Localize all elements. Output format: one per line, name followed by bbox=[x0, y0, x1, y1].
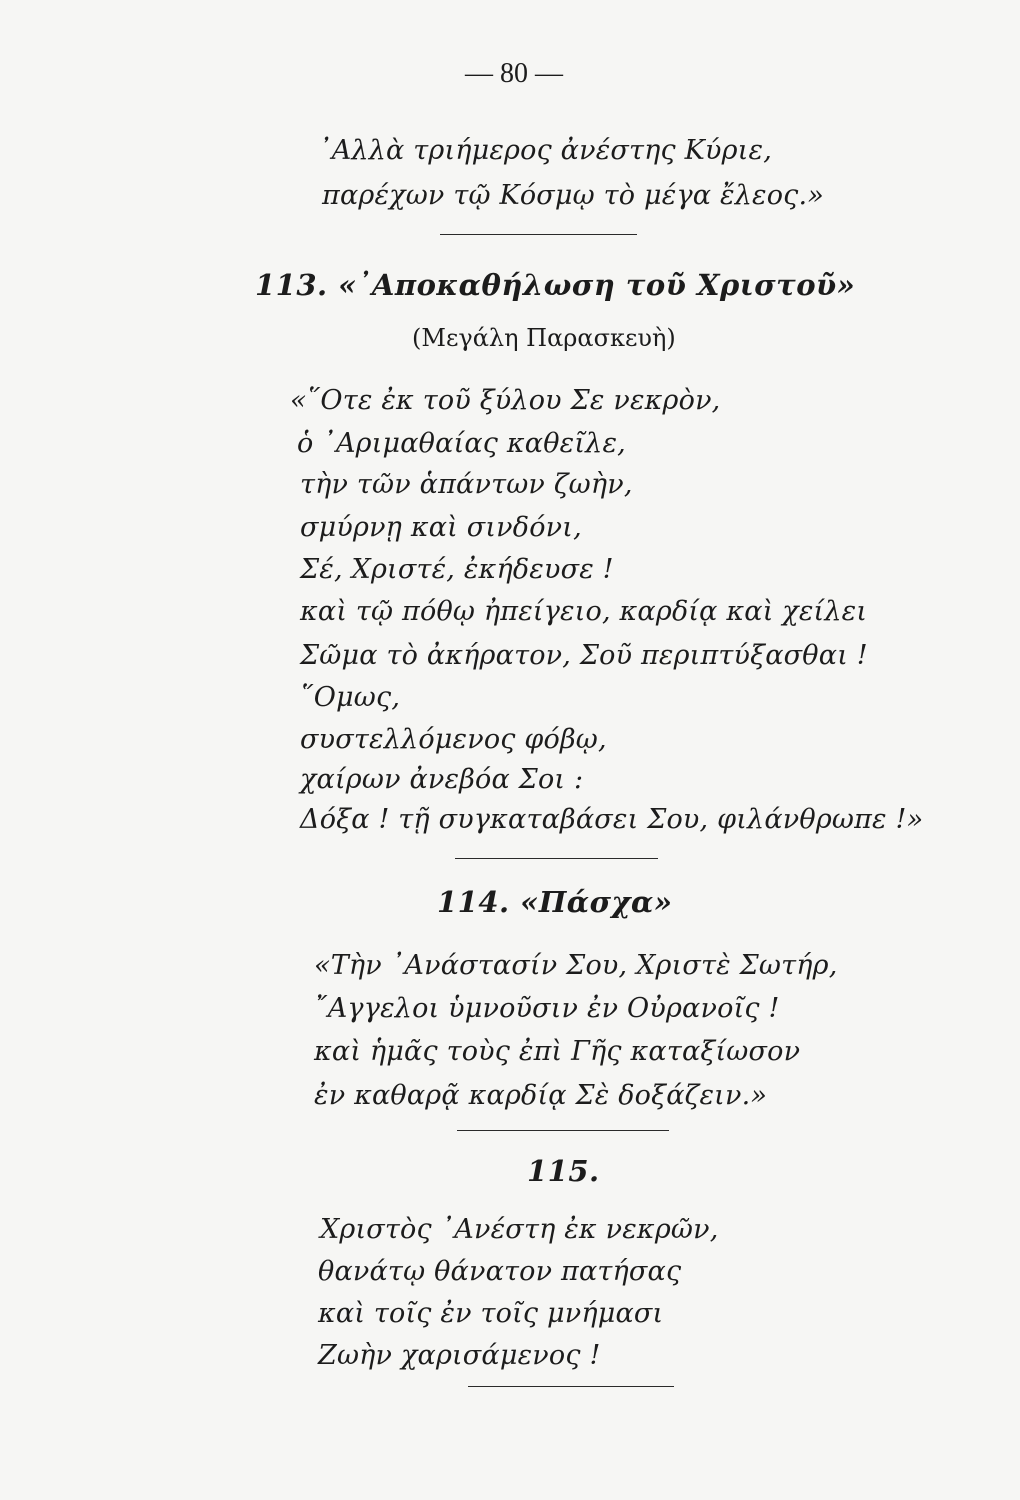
section-113-subtitle: (Μεγάλη Παρασκευὴ) bbox=[412, 324, 676, 352]
verse-line: Σέ, Χριστέ, ἐκήδευσε ! bbox=[300, 554, 614, 585]
intro-line-1: ᾿Αλλὰ τριήμερος ἀνέστης Κύριε, bbox=[318, 135, 772, 166]
verse-line: χαίρων ἀνεβόα Σοι : bbox=[300, 764, 584, 795]
verse-line: τὴν τῶν ἁπάντων ζωὴν, bbox=[300, 469, 633, 500]
verse-line: συστελλόμενος φόβῳ, bbox=[300, 724, 607, 755]
divider-rule bbox=[455, 858, 658, 859]
verse-line: θανάτῳ θάνατον πατήσας bbox=[318, 1256, 682, 1287]
intro-line-2: παρέχων τῷ Κόσμῳ τὸ μέγα ἔλεος.» bbox=[322, 180, 824, 211]
verse-line: σμύρνῃ καὶ σινδόνι, bbox=[300, 512, 582, 543]
verse-line: Ζωὴν χαρισάμενος ! bbox=[318, 1340, 601, 1371]
verse-line: «῞Οτε ἐκ τοῦ ξύλου Σε νεκρὸν, bbox=[290, 385, 721, 416]
verse-line: ῎Αγγελοι ὑμνοῦσιν ἐν Οὐρανοῖς ! bbox=[314, 993, 780, 1024]
verse-line: καὶ τῷ πόθῳ ἠπείγειο, καρδίᾳ καὶ χείλει bbox=[300, 596, 868, 627]
verse-line: Σῶμα τὸ ἀκήρατον, Σοῦ περιπτύξασθαι ! bbox=[300, 640, 868, 671]
verse-line: ῞Ομως, bbox=[300, 682, 401, 713]
divider-rule bbox=[468, 1386, 674, 1387]
verse-line: ὁ ᾿Αριμαθαίας καθεῖλε, bbox=[297, 428, 626, 459]
section-113-title: 113. «᾿Αποκαθήλωση τοῦ Χριστοῦ» bbox=[255, 268, 856, 302]
verse-line: ἐν καθαρᾷ καρδίᾳ Σὲ δοξάζειν.» bbox=[314, 1080, 768, 1111]
section-114-title: 114. «Πάσχα» bbox=[437, 885, 673, 919]
verse-line: Χριστὸς ᾿Ανέστη ἐκ νεκρῶν, bbox=[320, 1214, 719, 1245]
verse-line: «Τὴν ᾿Ανάστασίν Σου, Χριστὲ Σωτήρ, bbox=[314, 950, 838, 981]
verse-line: Δόξα ! τῇ συγκαταβάσει Σου, φιλάνθρωπε !» bbox=[300, 804, 924, 835]
page-number: — 80 — bbox=[465, 58, 563, 89]
verse-line: καὶ τοῖς ἐν τοῖς μνήμασι bbox=[318, 1298, 664, 1329]
divider-rule bbox=[457, 1130, 669, 1131]
divider-rule bbox=[440, 234, 637, 235]
section-115-title: 115. bbox=[527, 1154, 600, 1188]
verse-line: καὶ ἡμᾶς τοὺς ἐπὶ Γῆς καταξίωσον bbox=[314, 1036, 801, 1067]
